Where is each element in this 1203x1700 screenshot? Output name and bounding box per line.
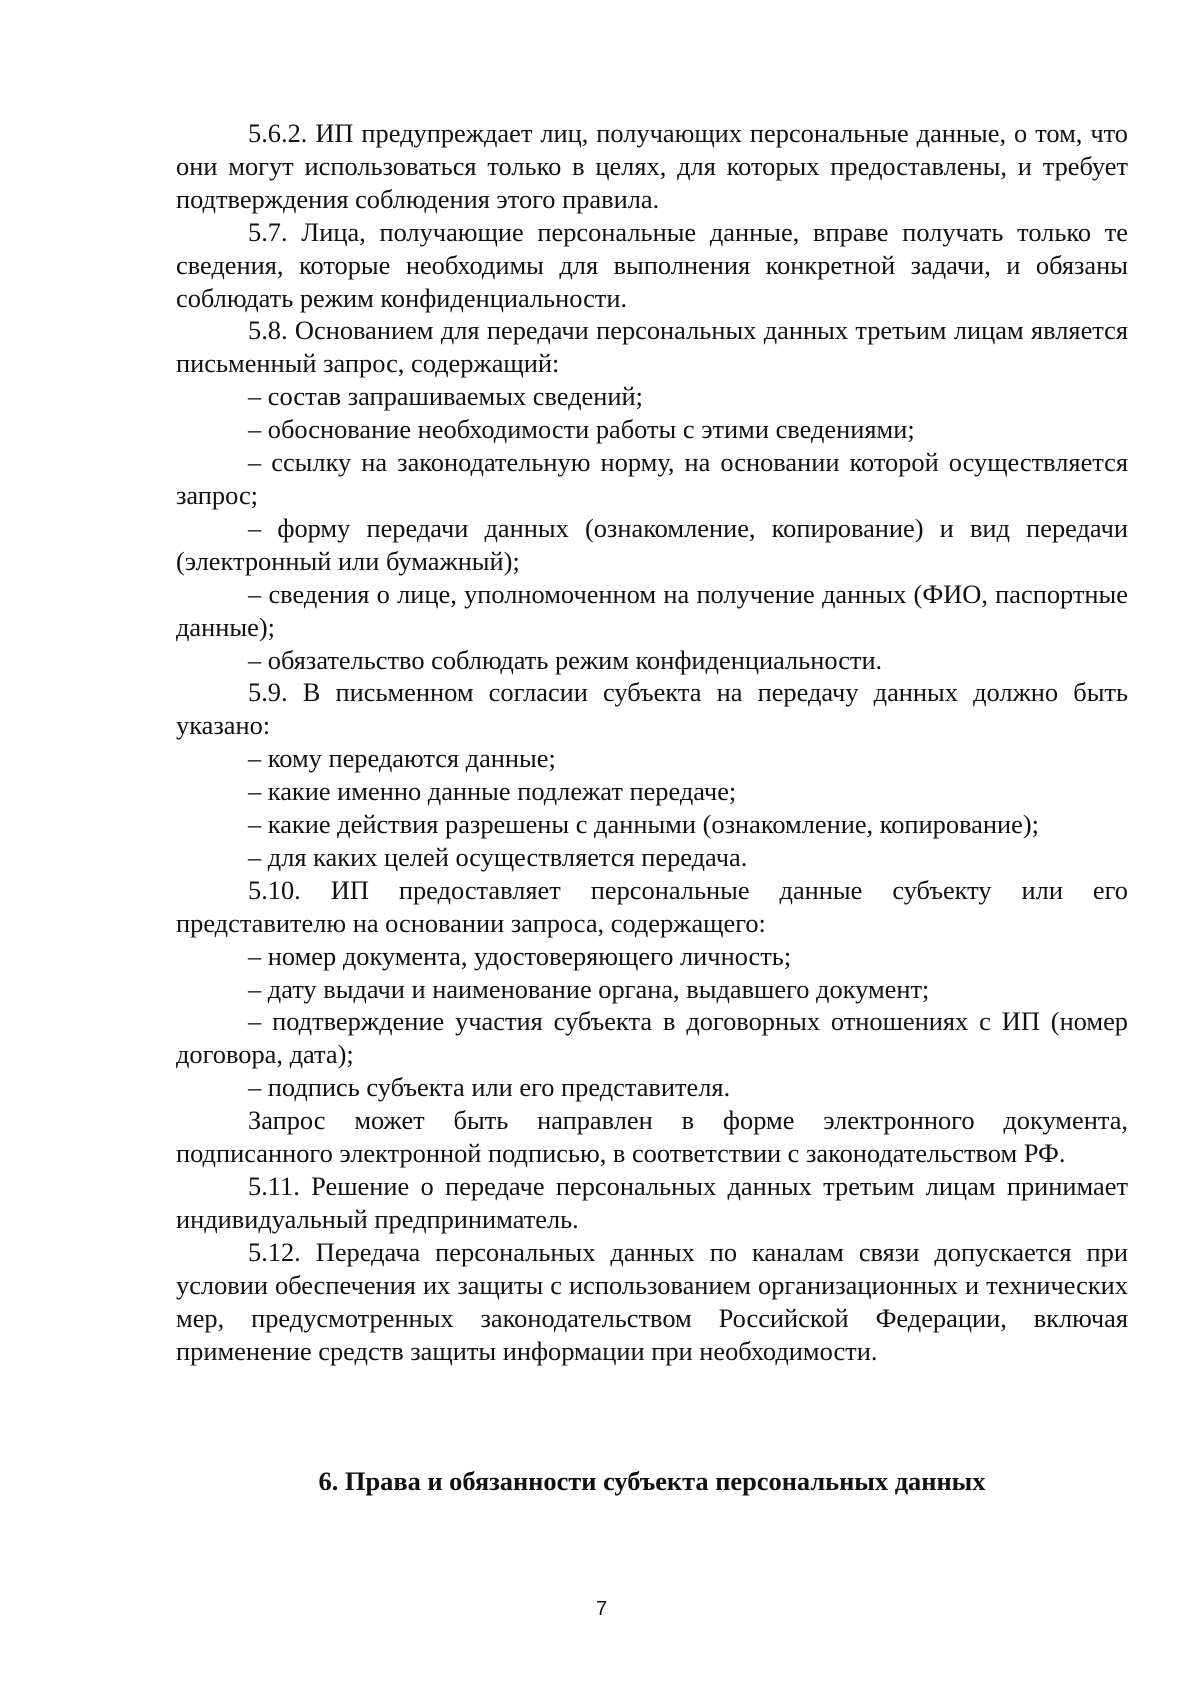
section-heading: 6. Права и обязанности субъекта персональных данных	[318, 1466, 986, 1496]
paragraph-5-11: 5.11. Решение о передаче персональных данных третьим лицам принимает индивидуальный предприниматель.	[176, 1171, 1128, 1234]
paragraph-request-form: Запрос может быть направлен в форме электронного документа, подписанного электронной подписью, в соответствии с законодательством РФ.	[176, 1105, 1128, 1169]
list-item: – подпись субъекта или его представителя.	[248, 1072, 731, 1103]
paragraph-5-12: 5.12. Передача персональных данных по каналам связи допускается при условии обеспечения их защиты с использованием организационных и технических мер, предусмотренных законодательством Российской Федерации, включая применение средств защиты информации при необходимости.	[176, 1236, 1128, 1366]
list-item: – дату выдачи и наименование органа, выдавшего документ;	[248, 973, 930, 1004]
paragraph-5-6-2: 5.6.2. ИП предупреждает лиц, получающих персональные данные, о том, что они могут использоваться только в целях, для которых предоставлены, и требует подтверждения соблюдения этого правила.	[176, 118, 1128, 214]
list-item: – обоснование необходимости работы с этими сведениями;	[248, 414, 915, 445]
paragraph-5-9: 5.9. В письменном согласии субъекта на передачу данных должно быть указано:	[176, 677, 1128, 741]
list-item: – форму передачи данных (ознакомление, копирование) и вид передачи (электронный или бумажный);	[176, 512, 1128, 576]
list-item: – номер документа, удостоверяющего личность;	[248, 940, 792, 971]
paragraph-5-8: 5.8. Основанием для передачи персональных данных третьим лицам является письменный запрос, содержащий:	[176, 315, 1128, 379]
list-item: – какие именно данные подлежат передаче;	[248, 776, 737, 807]
page-number: 7	[595, 1598, 608, 1620]
list-item: – подтверждение участия субъекта в договорных отношениях с ИП (номер договора, дата);	[176, 1006, 1128, 1070]
list-item: – для каких целей осуществляется передача.	[248, 841, 748, 872]
list-item: – ссылку на законодательную норму, на основании которой осуществляется запрос;	[176, 447, 1128, 510]
paragraph-5-10: 5.10. ИП предоставляет персональные данные субъекту или его представителю на основании запроса, содержащего:	[176, 874, 1128, 938]
list-item: – обязательство соблюдать режим конфиденциальности.	[248, 644, 883, 675]
document-body	[176, 117, 1128, 1367]
paragraph-5-7: 5.7. Лица, получающие персональные данные, вправе получать только те сведения, которые необходимы для выполнения конкретной задачи, и обязаны соблюдать режим конфиденциальности.	[176, 216, 1128, 313]
list-item: – состав запрашиваемых сведений;	[248, 381, 643, 412]
list-item: – кому передаются данные;	[248, 743, 556, 774]
list-item: – сведения о лице, уполномоченном на получение данных (ФИО, паспортные данные);	[176, 578, 1128, 642]
list-item: – какие действия разрешены с данными (ознакомление, копирование);	[248, 809, 1039, 840]
